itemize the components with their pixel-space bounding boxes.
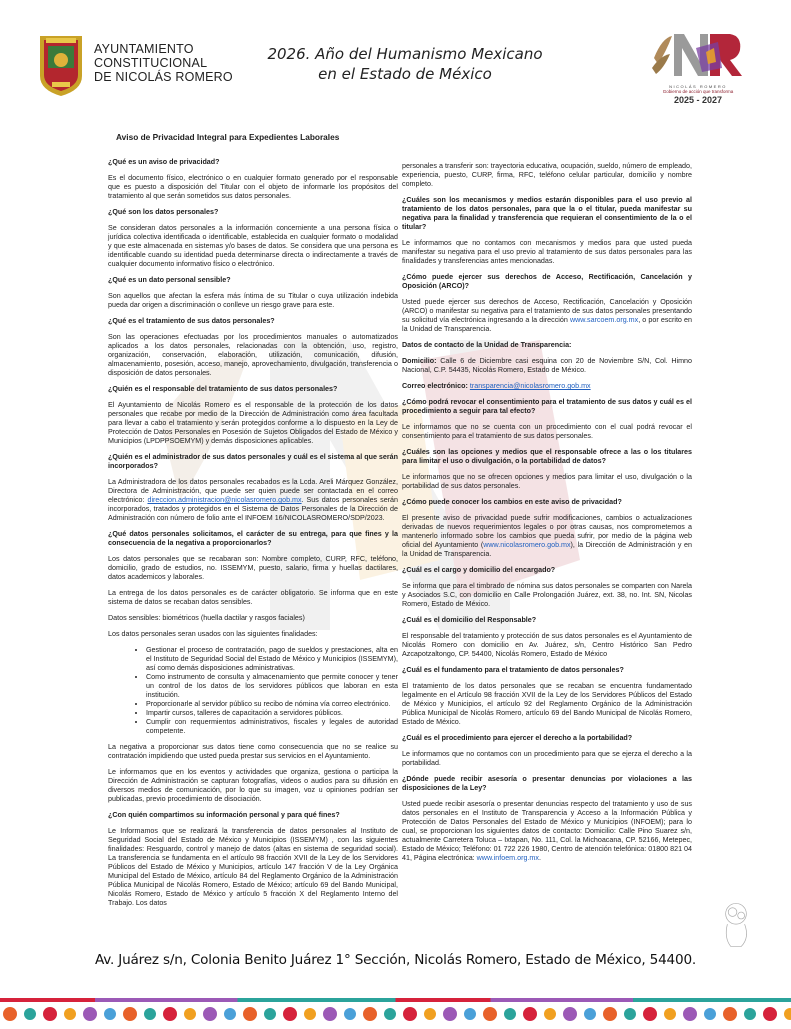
text-segment: El presente aviso de privacidad puede sufrir modificaciones, cambios o actualizaciones derivadas de nuevos requerimientos legales o por otras causas, nos comprometemos a mantenerlo informado sobre los cambios que pueda sufrir, por medio de la página web oficial del Ayuntamiento ( [402,514,692,549]
section-question: ¿Cuál es el cargo y domicilio del encargado? [402,566,556,574]
text-segment: La entrega de los datos personales es de carácter obligatorio. Se informa que en este sistema de datos se recaban datos sensibles. [108,589,398,606]
border-flower [264,1008,276,1020]
border-flower [744,1008,756,1020]
border-flower [504,1008,516,1020]
list-item: • Como instrumento de consulta y almacenamiento que permite conocer y tener un control de los datos de los servidores públicos que laboran en esta institución. [146,673,398,700]
text-segment: Le Informamos que se realizará la transferencia de datos personales al Instituto de Seguridad Social del Estado de México y Municipios (ISSEMYM) , con las siguientes finalidades: Resguardo, control y manejo de datos (altas en sistema de seguridad social). La transferencia se fundamenta en el artículo 98 fracción XVII de la Ley de los Servidores Públicos del Estado de México y Municipios, artículo 147 fracción V de la Ley Orgánica Municipal del Estado de México, artículo 84 del Reglamento Orgánico de la Administración Pública Municipal de Nicolás Romero, Estado de México; artículo 69 del Bando Municipal, Nicolás Romero, Estado de México y artículo 5 fracción X del Reglamento Interno del Trabajo. Los datos [108,827,398,907]
section-question: ¿Cuáles son las opciones y medios que el responsable ofrece a las o los titulares para limitar el uso o divulgación, o la portabilidad de datos? [402,448,692,465]
text-segment: La negativa a proporcionar sus datos tiene como consecuencia que no se realice su contratación impidiendo que usted pueda prestar sus servicios en el Ayuntamiento. [108,743,398,760]
border-flower [464,1008,476,1020]
border-flower [544,1008,556,1020]
border-flower [704,1008,716,1020]
paragraph [402,239,692,266]
header-motto [240,44,570,84]
section-question: ¿Cómo podrá revocar el consentimiento para el tratamiento de sus datos y cuál es el procedimiento a seguir para tal efecto? [402,398,692,415]
paragraph [402,750,692,768]
border-flower [643,1007,657,1021]
section-question: ¿Quién es el responsable del tratamiento de sus datos personales? [108,385,338,393]
section-question: ¿Qué es un dato personal sensible? [108,276,231,284]
border-flower [203,1007,217,1021]
paragraph [402,382,692,391]
right-column [402,162,692,870]
text-segment: Le informamos que no contamos con mecanismos y medios para que usted pueda manifestar su negativa para el uso previo al tratamiento de sus datos personales para las finalidades y transferencias antes mencionadas. [402,239,692,265]
border-flower [584,1008,596,1020]
decorative-figure-sketch [712,900,760,950]
list-item: • Proporcionarle al servidor público su recibo de nómina vía correo electrónico. [146,700,398,709]
border-flower [784,1008,791,1020]
border-flower [363,1007,377,1021]
border-flower [603,1007,617,1021]
text-segment: Los datos personales que se recabaran son: Nombre completo, CURP, RFC, teléfono, domicilio, grado de estudios, no. ISSEMYM, puesto, salario, firma y huellas dactilares, datos academicos y laborales. [108,555,398,581]
section-question: ¿Con quién compartimos su información personal y para qué fines? [108,811,340,819]
link[interactable]: www.sarcoem.org.mx [569,316,639,324]
text-segment: Usted puede recibir asesoría o presentar denuncias respecto del tratamiento y uso de sus datos personales en el Instituto de Transparencia y Acceso a la Información Pública y Protección de Datos Personales del Estado de México y Municipios (INFOEM); para lo cual, se proporcionan los siguientes datos de contacto: Domicilio: Calle Pino Suarez s/n, actualmente Carretera Toluca – Ixtapan, No. 111, Col. la Michoacana, CP. 52166, Metepec, Estado de México; Teléfono: 01 722 226 1980, Centro de atención telefónica: 01800 821 04 41, Página electrónica: [402,800,692,862]
left-column [108,158,398,915]
text-segment: . Sus datos personales serán incorporados, tratados y protegidos en el Sistema de Datos Personales de la Dirección de Administración con número de folio ante el INFOEM 16/NICOLASROMERO/SDP/2023. [108,496,398,522]
border-flower [184,1008,196,1020]
border-flower [123,1007,137,1021]
nr-government-logo [648,28,748,82]
text-segment: Se consideran datos personales a la información concerniente a una persona física o jurídica colectiva identificada o identificable, establecida en cualquier formato o modalidad y que este almacenada en sistemas y/o bases de datos. Se considera que una persona es identificable cuando su identidad pueda determinarse directa o indirectamente a través de cualquier documento informativo físico o electrónico. [108,224,398,268]
footer-floral-border [0,1004,791,1024]
text-segment: ), la Dirección de Administración y en la Unidad de Transparencia. [402,541,692,558]
text-segment: . [538,854,541,862]
paragraph [402,632,692,659]
section-question: ¿Quién es el administrador de sus datos personales y cuál es el sistema al que serán incorporados? [108,453,398,470]
list-item: • Cumplir con requermientos administrativos, fiscales y legales de autoridad competente. [146,718,398,736]
border-flower [64,1008,76,1020]
text-segment: La Administradora de los datos personales recabados es la Lcda. Areli Márquez González, Directora de Administración, que puede ser quien puede ser contactada en el correo electrónico: [108,478,398,504]
paragraph [402,473,692,491]
motto-line: en el Estado de México [318,65,492,83]
text-segment: Le informamos que no se cuenta con un procedimiento con el cual podrá revocar el consentimiento para el tratamiento de sus datos personales. [402,423,692,440]
label-bold: Correo electrónico: [402,382,470,390]
section-question: ¿Qué es un aviso de privacidad? [108,158,220,166]
document-title: Aviso de Privacidad Integral para Expedientes Laborales [116,132,340,142]
text-segment: El tratamiento de los datos personales que se recaban se encuentra fundamentado legalmente en el Artículo 98 fracción XVII de la Ley de los Servidores Públicos del Estado de México y Municipios, el artículo 92 del Reglamento Orgánico de la Administración Pública Municipal de Nicolás Romero, artículo 69 del Bando Municipal de Nicolás Romero, Estado de México. [402,682,692,726]
paragraph [402,800,692,863]
text-segment: El Ayuntamiento de Nicolás Romero es el responsable de la protección de los datos personales que recabe por medio de la Dirección de Administración como área facultada para llevar a cabo el tratamiento y serán protegidos conforme a lo dispuesto en la Ley de Protección de Datos Personales en Posesión de Sujetos Obligados del Estado de México y Municipios (LPDPPSOEMYM) y demás disposiciones aplicables. [108,401,398,445]
paragraph [108,292,398,310]
border-flower [624,1008,636,1020]
paragraph [402,514,692,559]
border-flower [24,1008,36,1020]
text-segment: Son aquellos que afectan la esfera más íntima de su Titular o cuya utilización indebida pueda dar origen a discriminación o conlleve un riesgo grave para este. [108,292,398,309]
organization-name [94,42,233,84]
border-flower [144,1008,156,1020]
border-flower [664,1008,676,1020]
section-question: ¿Cómo puede ejercer sus derechos de Acceso, Rectificación, Cancelación y Oposición (ARCO)? [402,273,692,290]
link[interactable]: direccion.administracion@nicolasromero.gob.mx [147,496,302,504]
paragraph [108,768,398,804]
footer-color-stripe [0,998,791,1002]
section-question: ¿Qué son los datos personales? [108,208,219,216]
link[interactable]: www.nicolasromero.gob.mx [483,541,571,549]
border-flower [43,1007,57,1021]
logo-tagline: Gobierno de acción que transforma [662,89,734,94]
text-segment: Se informa que para el timbrado de nómina sus datos personales se comparten con Narela y Asociados S.C, con domicilio en Calle Prolongación Juárez, ext. 38, no. Int. SN, Nicolas Romero, Estado de México. [402,582,692,608]
border-flower [723,1007,737,1021]
text-segment: Le informamos que no contamos con un procedimiento para que se ejerza el derecho a la portabilidad. [402,750,692,767]
paragraph [108,589,398,607]
section-question: ¿Cómo puede conocer los cambios en este aviso de privacidad? [402,498,622,506]
org-line: CONSTITUCIONAL [94,56,208,70]
border-flower [304,1008,316,1020]
paragraph [108,401,398,446]
section-question: ¿Cuál es el fundamento para el tratamiento de datos personales? [402,666,624,674]
text-segment: Le informamos que no se ofrecen opciones y medios para limitar el uso, divulgación o la portabilidad de sus datos personales. [402,473,692,490]
text-segment: Usted puede ejercer sus derechos de Acceso, Rectificación, Cancelación y Oposición (ARCO) o manifestar su negativa para el tratamiento de sus datos personales presentando su solicitud vía electrónica ingresando a la dirección [402,298,692,324]
link[interactable]: transparencia@nicolasromero.gob.mx [469,382,591,390]
section-question: ¿Dónde puede recibir asesoría o presentar denuncias por violaciones a las disposiciones de la Ley? [402,775,692,792]
text-segment: personales a transferir son: trayectoria educativa, ocupación, sueldo, número de empleado, experiencia, puesto, CURP, firma, RFC, teléfono celular particular, domicilio y nombre completo. [402,162,692,188]
border-flower [3,1007,17,1021]
text-segment: Calle 6 de Diciembre casi esquina con 20 de Noviembre S/N, Col. Himno Nacional, C.P. 54435, Nicolás Romero, Estado de México. [402,357,692,374]
border-flower [563,1007,577,1021]
border-flower [683,1007,697,1021]
border-flower [104,1008,116,1020]
border-flower [483,1007,497,1021]
text-segment: Datos sensibles: biométricos (huella dactilar y rasgos faciales) [108,614,305,622]
border-flower [344,1008,356,1020]
label-bold: Domicilio: [402,357,441,365]
logo-years: 2025 - 2027 [673,95,723,105]
border-flower [443,1007,457,1021]
paragraph [402,357,692,375]
link[interactable]: www.infoem.org.mx [476,854,539,862]
paragraph [108,555,398,582]
logo-caption: NICOLÁS ROMERO [669,84,727,89]
text-segment: El responsable del tratamiento y protección de sus datos personales es el Ayuntamiento de Nicolás Romero con domicilio en Av. Juárez, s/n, Centro Histórico San Pedro Azcapotzaltongo, CP. 54400, Nicolás Romero, Estado de México [402,632,692,658]
section-question: ¿Cuál es el domicilio del Responsable? [402,616,537,624]
paragraph [108,630,398,639]
section-question: Datos de contacto de la Unidad de Transparencia: [402,341,572,349]
paragraph [108,614,398,623]
section-question: ¿Qué es el tratamiento de sus datos personales? [108,317,275,325]
section-question: ¿Qué datos personales solicitamos, el carácter de su entrega, para que fines y la consecuencia de la negativa a proporcionarlos? [108,530,398,547]
paragraph [108,478,398,523]
org-line: AYUNTAMIENTO [94,42,194,56]
list-item: • Gestionar el proceso de contratación, pago de sueldos y prestaciones, alta en el Instituto de Seguridad Social del Estado de México y Municipios (ISSEMYM), así como demás disposiciones administrativas. [146,646,398,673]
text-segment: Son las operaciones efectuadas por los procedimientos manuales o automatizados aplicados a los datos personales, relacionadas con la obtención, uso, registro, organización, conservación, elaboración, utilización, comunicación, difusión, almacenamiento, posesión, acceso, manejo, aprovechamiento, divulgación, transferencia o disposición de datos personales. [108,333,398,377]
border-flower [163,1007,177,1021]
paragraph [108,224,398,269]
section-question: ¿Cuál es el procedimiento para ejercer el derecho a la portabilidad? [402,734,633,742]
nr-logo-caption [648,84,748,106]
footer-address: Av. Juárez s/n, Colonia Benito Juárez 1° Sección, Nicolás Romero, Estado de México, 54400. [94,952,697,968]
border-flower [83,1007,97,1021]
border-flower [424,1008,436,1020]
motto-line: 2026. Año del Humanismo Mexicano [267,45,543,63]
section-question: ¿Cuáles son los mecanismos y medios estarán disponibles para el uso previo al tratamiento de los datos personales, para que la o el titular, pueda manifestar su negativa para la finalidad y transferencia que requieran el consentimiento de la o el titular? [402,196,692,231]
list-item: • Impartir cursos, talleres de capacitación a servidores públicos. [146,709,398,718]
municipal-coat-of-arms-logo [36,30,86,98]
text-segment: Le informamos que en los eventos y actividades que organiza, gestiona o participa la Dirección de Administración se capturan fotografías, videos o audios para su difusión en diversos medios de comunicación, por lo que su imagen, voz u opiniones podrían ser publicadas, previo procedimiento de disociación. [108,768,398,803]
border-flower [763,1007,777,1021]
border-flower [403,1007,417,1021]
text-segment: Los datos personales seran usados con las siguientes finalidades: [108,630,318,638]
paragraph [402,423,692,441]
border-flower [523,1007,537,1021]
paragraph [108,333,398,378]
paragraph [108,827,398,908]
paragraph [108,743,398,761]
border-flower [283,1007,297,1021]
paragraph [402,582,692,609]
paragraph [402,162,692,189]
text-segment: Es el documento físico, electrónico o en cualquier formato generado por el responsable que es puesto a disposición del Titular con el objeto de informarle los propósitos del tratamiento al que serán sometidos sus datos personales. [108,174,398,200]
paragraph [402,298,692,334]
bullet-list [108,646,398,736]
border-flower [243,1007,257,1021]
border-flower [384,1008,396,1020]
org-line: DE NICOLÁS ROMERO [94,70,233,84]
border-flower [323,1007,337,1021]
text-segment: , o por escrito en la Unidad de Transparencia. [402,316,692,333]
paragraph [402,682,692,727]
paragraph [108,174,398,201]
border-flower [224,1008,236,1020]
